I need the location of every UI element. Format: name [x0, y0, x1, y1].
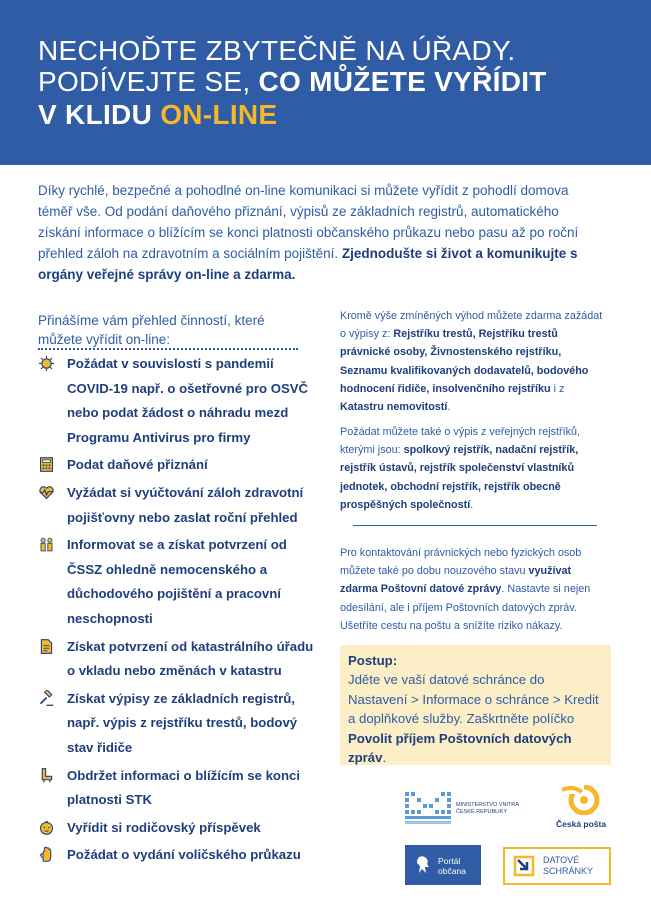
- divider: [353, 525, 597, 526]
- ceska-posta-text: Česká pošta: [556, 819, 607, 829]
- headline-line-3: V KLIDU ON-LINE: [38, 99, 278, 130]
- activity-list: [38, 352, 318, 871]
- calculator-icon: [38, 456, 55, 473]
- ds-line2: SCHRÁNKY: [543, 866, 594, 876]
- postup-box: Postup: Jděte ve vaší datové schránce do Nastavení > Informace o schránce > Kredit a doplňkové služby. Zaškrtněte políčko Povolit příjem Poštovních datových zpráv.: [340, 645, 611, 765]
- arrow-box-icon: [513, 855, 535, 877]
- headline-line-1: NECHOĎTE ZBYTEČNĚ NA ÚŘADY.: [38, 35, 516, 66]
- portal-obcana-logo: [405, 845, 481, 885]
- list-item: Získat výpisy ze základních registrů, např. výpis z rejstříku trestů, bodový stav řidiče: [38, 687, 318, 761]
- list-lead: Přinášíme vám přehled činností, které můžete vyřídit on-line:: [38, 313, 265, 347]
- postup-title: Postup:: [348, 653, 398, 668]
- mvcr-emblem-icon: [405, 792, 451, 826]
- list-item: Získat potvrzení od katastrálního úřadu o vkladu nebo změnách v katastru: [38, 635, 318, 684]
- public-registers-paragraph: Požádat můžete také o výpis z veřejných rejstříků, kterými jsou: spolkový rejstřík, nadační rejstřík, rejstřík ústavů, rejstřík společenství vlastníků jednotek, obchodní rejstřík, rejstřík obecně prospěšných společností.: [340, 426, 581, 511]
- portal-line2: občana: [438, 866, 466, 876]
- list-item: Požádat v souvislosti s pandemií COVID-19 např. o ošetřovné pro OSVČ nebo podat žádost o náhradu mezd Programu Antivirus pro firmy: [38, 352, 318, 450]
- list-item: Informovat se a získat potvrzení od ČSSZ ohledně nemocenského a důchodového pojištění a pracovní neschopnosti: [38, 533, 318, 631]
- posthorn-icon: [562, 785, 606, 815]
- datove-schranky-logo: [503, 847, 611, 885]
- document-icon: [38, 638, 55, 655]
- mvcr-line1: MINISTERSTVO VNITRA: [456, 802, 519, 808]
- registers-paragraph: Kromě výše zmíněných výhod můžete zdarma zažádat o výpisy z: Rejstříku trestů, Rejstříku trestů právnické osoby, Živnostenského rejstříku, Seznamu kvalifikovaných dodavatelů, bodového hodnocení řidiče, insolvenčního rejstříku i z Katastru nemovitostí.: [340, 310, 603, 414]
- mvcr-line2: ČESKÉ REPUBLIKY: [456, 809, 508, 815]
- lion-icon: [415, 855, 431, 875]
- hand-icon: [38, 846, 55, 863]
- mvcr-logo: [405, 790, 545, 830]
- list-item: Požádat o vydání voličského průkazu: [38, 843, 318, 868]
- portal-line1: Portál: [438, 856, 461, 866]
- ceska-posta-logo: [556, 785, 616, 835]
- headline-line-2: PODÍVEJTE SE, CO MŮŽETE VYŘÍDIT: [38, 66, 547, 97]
- virus-icon: [38, 355, 55, 372]
- gavel-icon: [38, 690, 55, 707]
- list-item: Vyžádat si vyúčtování záloh zdravotní pojišťovny nebo zaslat roční přehled: [38, 481, 318, 530]
- car-seat-icon: [38, 767, 55, 784]
- ds-line1: DATOVÉ: [543, 855, 580, 865]
- list-item: Obdržet informaci o blížícím se konci platnosti STK: [38, 764, 318, 813]
- header-banner: [0, 0, 651, 165]
- people-icon: [38, 536, 55, 553]
- baby-icon: [38, 819, 55, 836]
- heart-pulse-icon: [38, 484, 55, 501]
- dotted-divider: [38, 348, 298, 350]
- list-item: Podat daňové přiznání: [38, 453, 318, 478]
- intro-paragraph: Díky rychlé, bezpečné a pohodlné on-line komunikaci si můžete vyřídit z pohodlí domova téměř vše. Od podání daňového přiznání, výpisů ze základních registrů, automatického získání informace o blížícím se konci platnosti občanského průkazu nebo pasu až po roční přehled záloh na zdravotním a sociálním pojištění. Zjednodušte si život a komunikujte s orgány veřejné správy on-line a zdarma.: [38, 183, 579, 282]
- list-item: Vyřídit si rodičovský příspěvek: [38, 816, 318, 841]
- datove-zpravy-paragraph: Pro kontaktování právnických nebo fyzických osob můžete také po dobu nouzového stavu využívat zdarma Poštovní datové zprávy. Nastavte si nejen odesílání, ale i příjem Poštovních datových zpráv. Ušetříte cestu na poštu a snížíte riziko nákazy.: [340, 547, 591, 632]
